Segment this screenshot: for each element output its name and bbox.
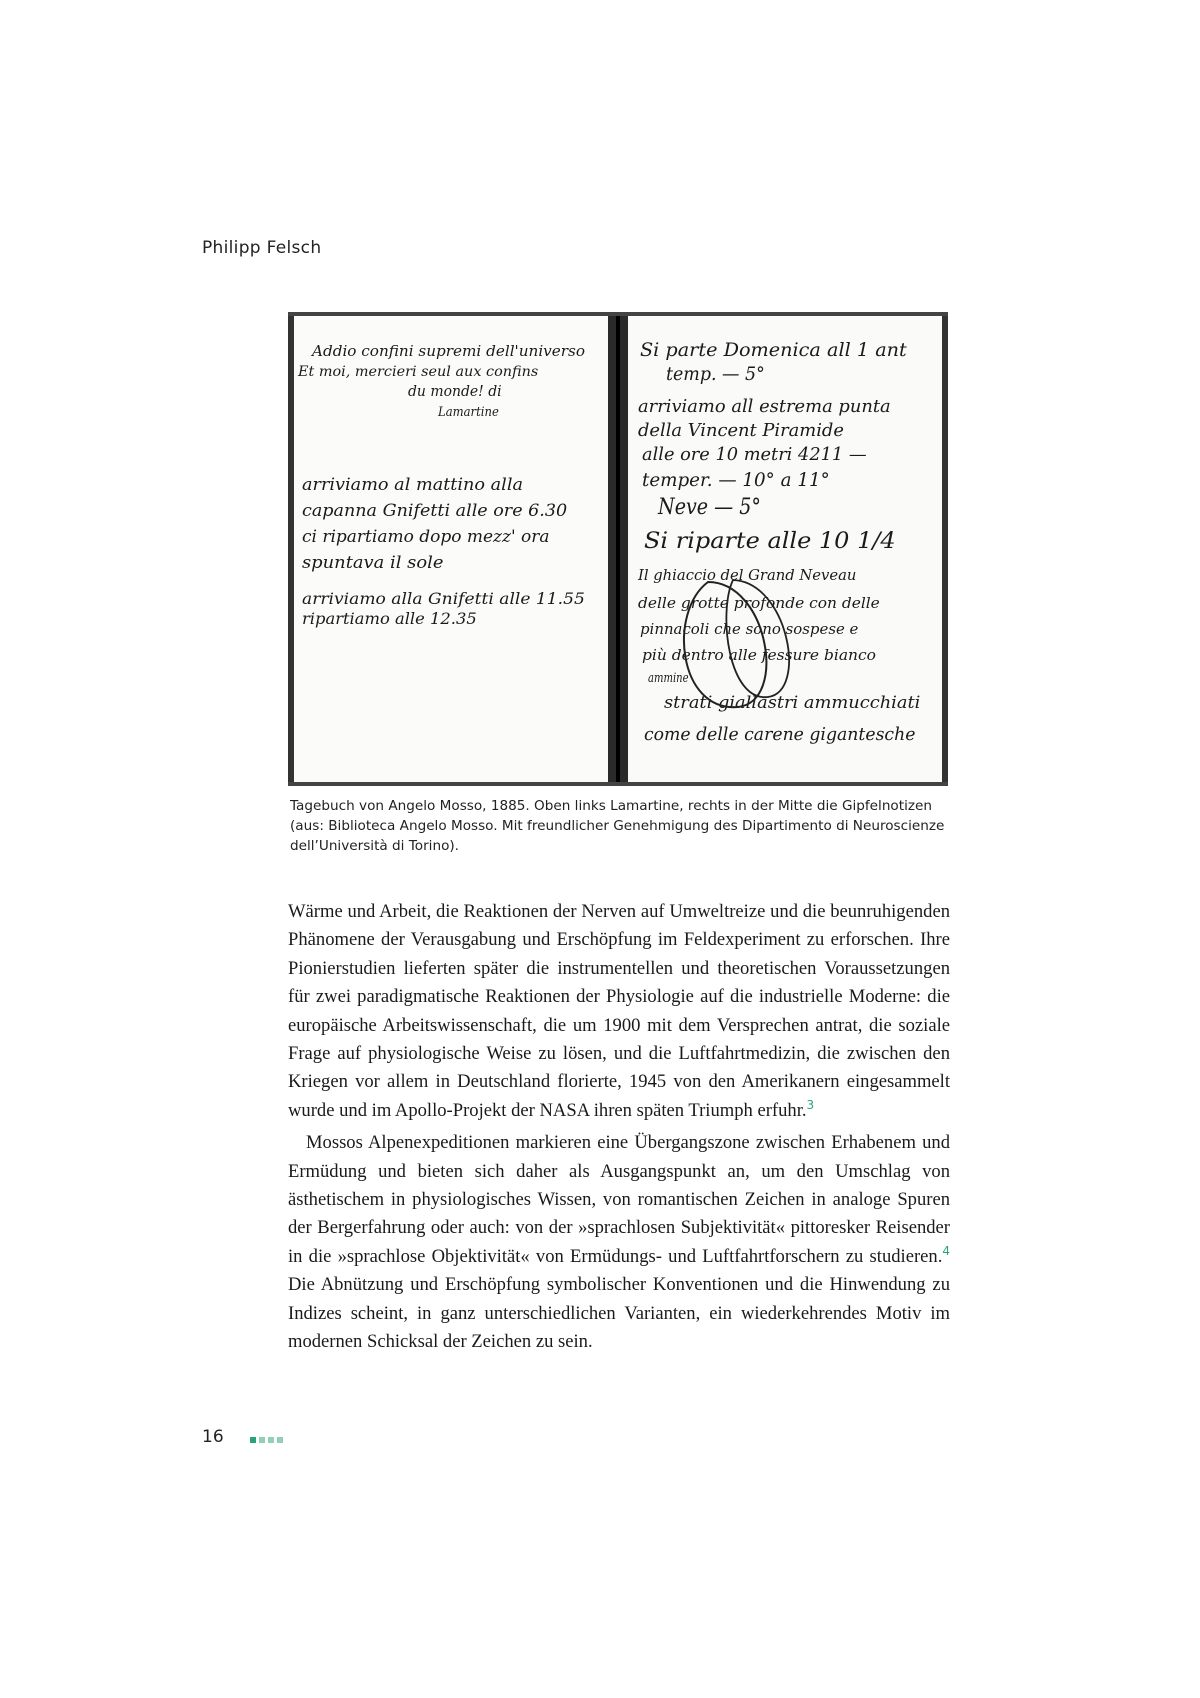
page-number: 16 xyxy=(202,1427,224,1447)
folio-ornament xyxy=(250,1437,283,1443)
paragraph-2: Mossos Alpenexpeditionen markieren eine Übergangszone zwischen Erhabenem und Ermüdung und bieten sich daher als Ausgangspunkt an, um den Umschlag von ästhetischem in physiologisches Wissen, von romantischen Zeichen in analoge Spuren der Bergerfahrung oder auch: von der »sprachlosen Subjektivität« pittoresker Reisender in die »sprachlose Objektivität« von Ermüdungs- und Luftfahrtforschern zu studieren.$^4$ Die Abnützung und Erschöpfung symbolischer Konventionen und die Hinwendung zu Indizes scheint, in ganz unterschiedlichen Varianten, ein wiederkehrendes Motiv im modernen Schicksal der Zeichen zu sein. xyxy=(288,1132,950,1353)
body-text xyxy=(288,898,950,1357)
footnote-ref-4[interactable]: 4 xyxy=(942,1243,950,1258)
handwritten-line: Neve — 5° xyxy=(657,495,761,520)
handwritten-line: ammine xyxy=(648,671,689,686)
handwritten-line: arriviamo all estrema punta xyxy=(638,396,891,417)
handwritten-line: Addio confini supremi dell'universo xyxy=(309,342,585,360)
handwritten-line: du monde! di xyxy=(408,382,502,400)
handwritten-line: Il ghiaccio del Grand Neveau xyxy=(637,566,857,584)
handwritten-line: capanna Gnifetti alle ore 6.30 xyxy=(302,501,568,521)
handwritten-line: strati giallastri ammucchiati xyxy=(664,693,921,713)
handwritten-line: più dentro alle fessure bianco xyxy=(642,646,876,664)
ornament-square-3 xyxy=(268,1437,274,1443)
handwritten-line: arriviamo al mattino alla xyxy=(302,475,523,495)
running-head: Philipp Felsch xyxy=(202,238,322,258)
diary-figure xyxy=(288,312,948,786)
footnote-ref-3[interactable]: 3 xyxy=(806,1097,815,1112)
diary-photo xyxy=(288,312,948,786)
handwritten-line: della Vincent Piramide xyxy=(638,420,844,441)
handwritten-line: ripartiamo alle 12.35 xyxy=(302,609,477,628)
handwritten-line: Si parte Domenica all 1 ant xyxy=(640,339,908,361)
handwritten-line: delle grotte profonde con delle xyxy=(638,594,880,612)
ornament-square-2 xyxy=(259,1437,265,1443)
handwritten-line: ci ripartiamo dopo mezz' ora xyxy=(302,527,550,547)
ornament-square-1 xyxy=(250,1437,256,1443)
handwritten-line: alle ore 10 metri 4211 — xyxy=(642,444,867,465)
handwritten-line: Et moi, mercieri seul aux confins xyxy=(296,364,539,380)
handwritten-line: Lamartine xyxy=(437,405,500,420)
paragraph-1: Wärme und Arbeit, die Reaktionen der Nerven auf Umweltreize und die beunruhigenden Phänomene der Verausgabung und Erschöpfung im Feldexperiment zu erforschen. Ihre Pionierstudien lieferten später die instrumentellen und theoretischen Voraussetzungen für zwei paradigmatische Reaktionen der Physiologie auf die industrielle Moderne: die europäische Arbeitswissenschaft, die um 1900 mit dem Versprechen antrat, die soziale Frage auf physiologische Weise zu lösen, und die Luftfahrtmedizin, die zwischen den Kriegen vor allem in Deutschland florierte, 1945 von den Amerikanern eingesammelt wurde und im Apollo-Projekt der NASA ihren späten Triumph erfuhr.$^3$ xyxy=(288,901,950,1121)
handwritten-line: pinnacoli che sono sospese e xyxy=(640,620,859,638)
figure-caption: Tagebuch von Angelo Mosso, 1885. Oben links Lamartine, rechts in der Mitte die Gipfelnotizen (aus: Biblioteca Angelo Mosso. Mit freundlicher Genehmigung des Dipartimento di Neuroscienze dell’Università di Torino). xyxy=(290,798,945,854)
handwritten-line: temp. — 5° xyxy=(666,363,765,385)
handwritten-line: come delle carene gigantesche xyxy=(644,724,916,745)
ornament-square-4 xyxy=(277,1437,283,1443)
handwritten-line: Si riparte alle 10 1/4 xyxy=(644,529,896,554)
handwritten-line: temper. — 10° a 11° xyxy=(642,469,830,491)
handwritten-line: arriviamo alla Gnifetti alle 11.55 xyxy=(302,589,585,608)
handwritten-line: spuntava il sole xyxy=(302,553,444,573)
